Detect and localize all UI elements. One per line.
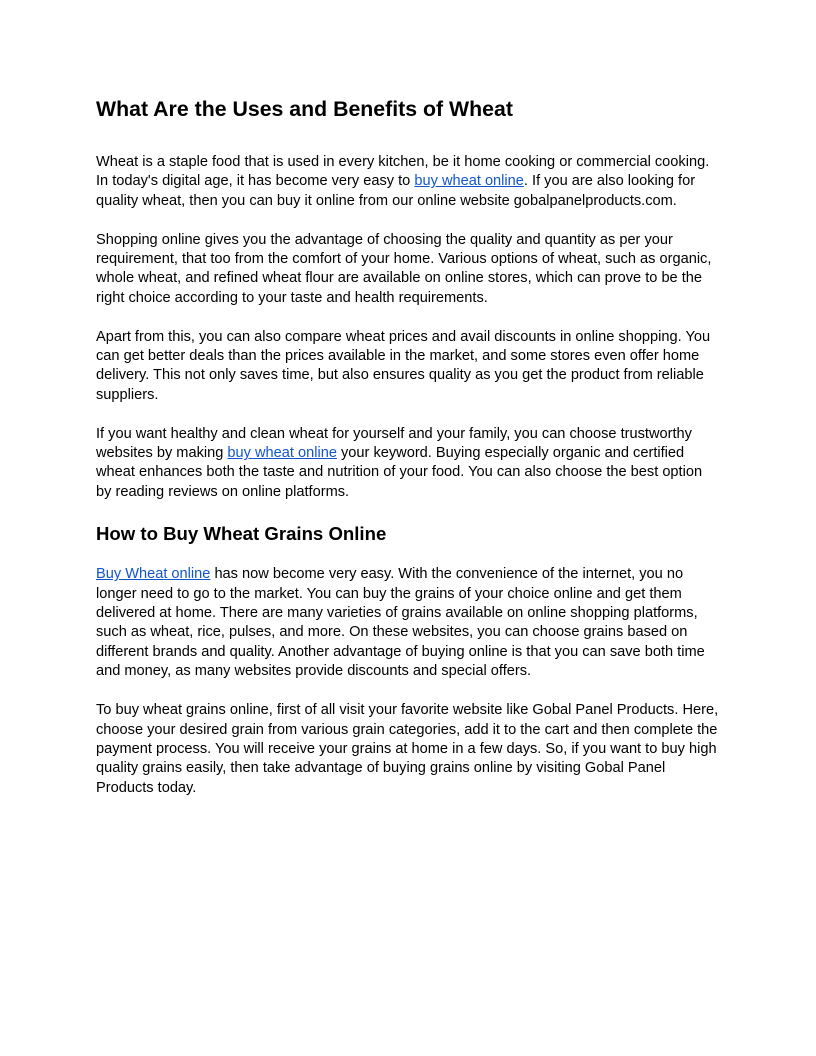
paragraph-text: If you want healthy and clean wheat for yourself and your family, you can choose trustworthy websites by making xyxy=(96,425,692,462)
document-page xyxy=(96,94,720,798)
section-heading: How to Buy Wheat Grains Online xyxy=(96,523,387,545)
paragraph-text: . If you are also looking for quality wheat, then you can buy it online from our online website gobalpanelproducts.com. xyxy=(96,173,696,209)
paragraph-text: your keyword. Buying especially organic and certified wheat enhances both the taste and nutrition of your food. You can also choose the best option by reading reviews on online platforms. xyxy=(96,445,703,500)
buy-grains-paragraph xyxy=(96,565,720,681)
prices-paragraph: Apart from this, you can also compare wheat prices and avail discounts in online shopping. You can get better deals than the prices available in the market, and some stores even offer home delivery. This not only saves time, but also ensures quality as you get the product from reliable suppliers. xyxy=(96,328,711,403)
page-title: What Are the Uses and Benefits of Wheat xyxy=(96,97,513,121)
buy-wheat-online-link[interactable]: buy wheat online xyxy=(414,173,524,190)
buy-wheat-online-link-3[interactable]: Buy Wheat online xyxy=(96,566,211,583)
buy-wheat-online-link-2[interactable]: buy wheat online xyxy=(227,445,337,462)
paragraph-text: Wheat is a staple food that is used in every kitchen, be it home cooking or commercial cooking. In today's digital age, it has become very easy to xyxy=(96,154,710,190)
intro-paragraph xyxy=(96,153,720,211)
healthy-wheat-paragraph xyxy=(96,425,720,503)
paragraph-text: has now become very easy. With the convenience of the internet, you no longer need to go to the market. You can buy the grains of your choice online and get them delivered at home. There are many varieties of grains available on online shopping platforms, such as wheat, rice, pulses, and more. On these websites, you can choose grains based on different brands and quality. Another advantage of buying online is that you can save both time and money, as many websites provide discounts and special offers. xyxy=(96,566,705,680)
how-to-buy-paragraph: To buy wheat grains online, first of all visit your favorite website like Gobal Panel Products. Here, choose your desired grain from various grain categories, add it to the cart and then complete the payment process. You will receive your grains at home in a few days. So, if you want to buy high quality grains easily, then take advantage of buying grains online by visiting Gobal Panel Products today. xyxy=(96,702,719,796)
shopping-paragraph: Shopping online gives you the advantage of choosing the quality and quantity as per your requirement, that too from the comfort of your home. Various options of wheat, such as organic, whole wheat, and refined wheat flour are available on online stores, which can prove to be the right choice according to your taste and health requirements. xyxy=(96,231,712,306)
